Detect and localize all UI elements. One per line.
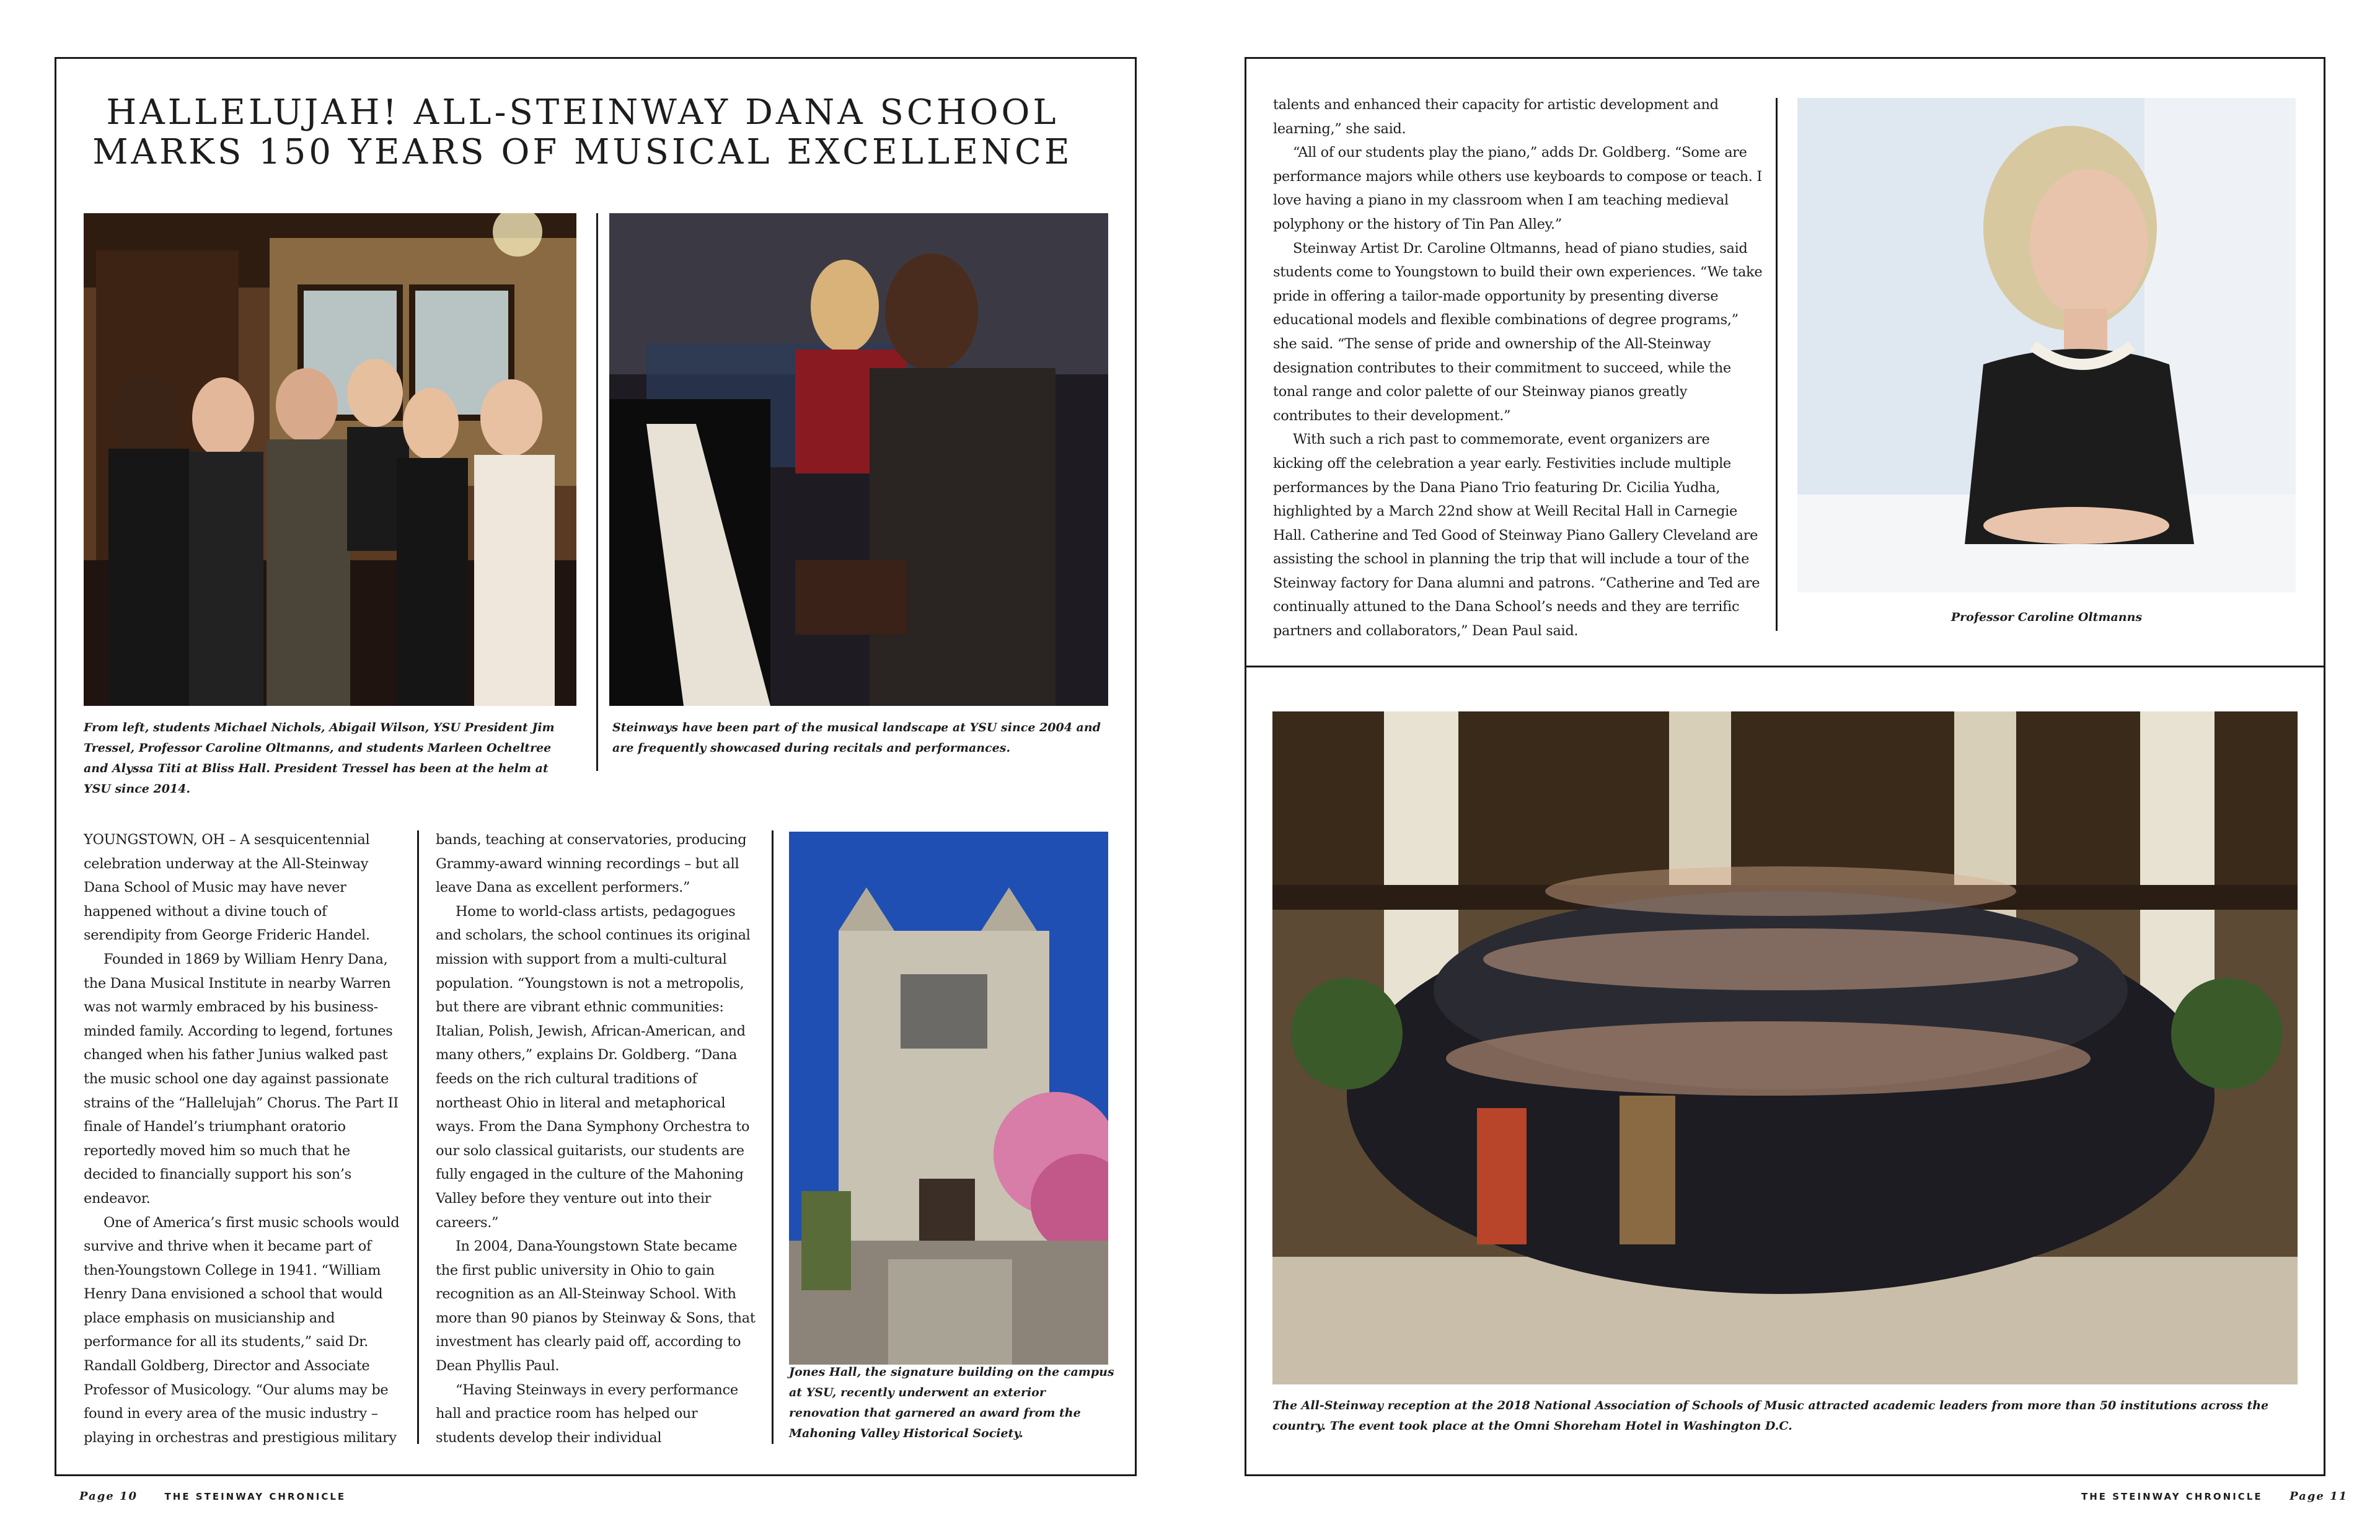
column-divider <box>772 830 774 1444</box>
page-number: Page 10 <box>79 1490 138 1503</box>
paragraph: In 2004, Dana-Youngstown State became the first public university in Ohio to gain recognition as an All-Steinway School. With more than 90 pianos by Steinway & Sons, that investment has clearly paid off, according to Dean Phyllis Paul. <box>436 1238 756 1375</box>
column-divider <box>1776 98 1778 631</box>
photo-jones-hall <box>789 832 1108 1365</box>
publication-name: THE STEINWAY CHRONICLE <box>2081 1491 2263 1502</box>
caption-photo-3: Jones Hall, the signature building on the campus at YSU, recently underwent an exterior renovation that garnered an award from the Mahoning Valley Historical Society. <box>789 1365 1114 1440</box>
paragraph: “All of our students play the piano,” adds Dr. Goldberg. “Some are performance majors while others use keyboards to compose or teach. I love having a piano in my classroom when I am teaching medieval polyphony or the history of Tin Pan Alley.” <box>1273 144 1762 232</box>
folio-right <box>2081 1490 2348 1503</box>
headline-line-2: MARKS 150 YEARS OF MUSICAL EXCELLENCE <box>92 132 1073 172</box>
paragraph: Home to world-class artists, pedagogues and scholars, the school continues its original mission with support from a multi-cultural population. “Youngstown is not a metropolis, but there are vibrant ethnic communities: Italian, Polish, Jewish, African-American, and many others,” explains Dr. Goldberg. “Dana feeds on the rich cultural traditions of northeast Ohio in literal and metaphorical ways. From the Dana Symphony Orchestra to our solo classical guitarists, our students are fully engaged in the culture of the Mahoning Valley before they venture out into their careers.” <box>436 903 751 1231</box>
headline <box>87 93 1078 172</box>
paragraph: talents and enhanced their capacity for artistic development and learning,” she said. <box>1273 97 1719 137</box>
folio-left <box>79 1490 346 1503</box>
column-divider <box>417 830 419 1444</box>
photo-portrait-oltmanns <box>1797 98 2296 592</box>
article-column-2 <box>436 828 758 1450</box>
paragraph: “Having Steinways in every performance hall and practice room has helped our students develop their individual <box>436 1381 738 1446</box>
paragraph: bands, teaching at conservatories, producing Grammy-award winning recordings – but all leave Dana as excellent performers.” <box>436 832 747 896</box>
photo-bliss-hall-group <box>84 213 576 706</box>
article-column-3 <box>1273 93 1763 643</box>
article-column-1 <box>84 828 406 1450</box>
paragraph: YOUNGSTOWN, OH – A sesquicentennial celebration underway at the All-Steinway Dana School of Music may have never happened without a divine touch of serendipity from George Frideric Handel. <box>84 832 370 944</box>
headline-line-1: HALLELUJAH! ALL-STEINWAY DANA SCHOOL <box>106 92 1059 133</box>
photo-divider <box>596 213 598 771</box>
paragraph: Founded in 1869 by William Henry Dana, the Dana Musical Institute in nearby Warren was not warmly embraced by his business-minded family. According to legend, fortunes changed when his father Junius walked past the music school one day against passionate strains of the “Hallelujah” Chorus. The Part II finale of Handel’s triumphant oratorio reportedly moved him so much that he decided to financially support his son’s endeavor. <box>84 951 399 1207</box>
publication-name: THE STEINWAY CHRONICLE <box>164 1491 346 1502</box>
photo-reception-group <box>1272 711 2298 1384</box>
paragraph: One of America’s first music schools would survive and thrive when it became part of then-Youngstown College in 1941. “William Henry Dana envisioned a school that would place emphasis on musicianship and performance for all its students,” said Dr. Randall Goldberg, Director and Associate Professor of Musicology. “Our alums may be found in every area of the music industry – playing in orchestras and prestigious military <box>84 1214 400 1446</box>
caption-portrait: Professor Caroline Oltmanns <box>1950 610 2143 624</box>
page-number: Page 11 <box>2290 1490 2348 1503</box>
paragraph: With such a rich past to commemorate, event organizers are kicking off the celebration a year early. Festivities include multiple performances by the Dana Piano Trio featuring Dr. Cicilia Yudha, highlighted by a March 22nd show at Weill Recital Hall in Carnegie Hall. Catherine and Ted Good of Steinway Piano Gallery Cleveland are assisting the school in planning the trip that will include a tour of the Steinway factory for Dana alumni and patrons. “Catherine and Ted are continually attuned to the Dana School’s needs and they are terrific partners and collaborators,” Dean Paul said. <box>1273 431 1760 640</box>
caption-photo-1: From left, students Michael Nichols, Abigail Wilson, YSU President Jim Tressel, Professor Caroline Oltmanns, and students Marleen Ocheltree and Alyssa Titi at Bliss Hall. President Tressel has been at the helm at YSU since 2014. <box>84 721 555 796</box>
caption-reception: The All-Steinway reception at the 2018 National Association of Schools of Music attracted academic leaders from more than 50 institutions across the country. The event took place at the Omni Shoreham Hotel in Washington D.C. <box>1272 1399 2269 1433</box>
paragraph: Steinway Artist Dr. Caroline Oltmanns, head of piano studies, said students come to Youngstown to build their own experiences. “We take pride in offering a tailor-made opportunity by presenting diverse educational models and flexible combinations of degree programs,” she said. “The sense of pride and ownership of the All-Steinway designation contributes to their commitment to succeed, while the tonal range and color palette of our Steinway pianos greatly contributes to their development.” <box>1273 240 1763 424</box>
caption-photo-2: Steinways have been part of the musical landscape at YSU since 2004 and are frequently showcased during recitals and performances. <box>612 721 1101 755</box>
photo-piano-performance <box>609 213 1108 706</box>
